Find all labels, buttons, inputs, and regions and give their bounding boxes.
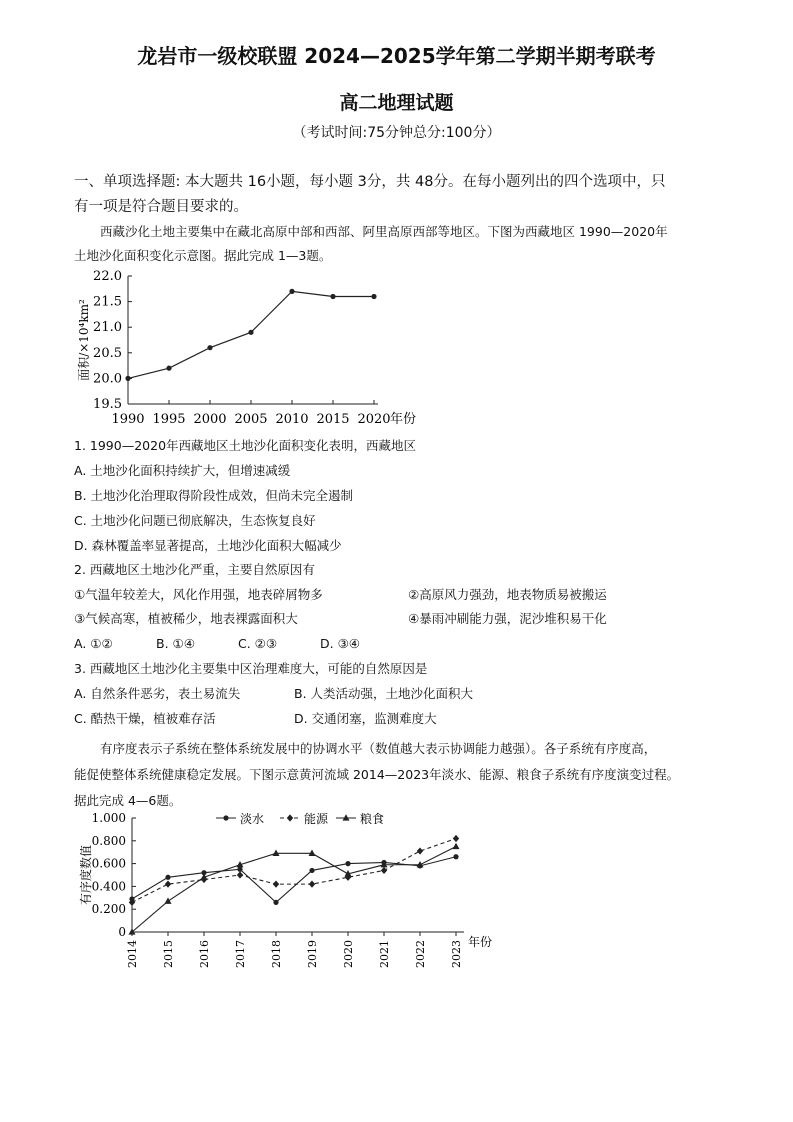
desertification-area-chart <box>74 262 454 434</box>
x-tick-label: 2018 <box>270 940 283 968</box>
section-heading-line2: 有一项是符合题目要求的。 <box>74 199 248 215</box>
question-1-option-d: D. 森林覆盖率显著提高，土地沙化面积大幅减少 <box>74 538 342 553</box>
x-tick-label: 2020 <box>342 940 355 968</box>
data-point-series-1 <box>237 867 242 872</box>
x-tick-label: 2010 <box>275 412 309 427</box>
question-2-item-3: ③气候高寒，植被稀少，地表裸露面积大 <box>74 611 298 626</box>
question-3-option-b: B. 人类活动强，土地沙化面积大 <box>294 686 474 701</box>
question-1-stem: 1. 1990—2020年西藏地区土地沙化面积变化表明，西藏地区 <box>74 438 417 453</box>
x-tick-label: 1995 <box>152 412 186 427</box>
data-point-series-3 <box>417 861 424 867</box>
x-tick-label: 2005 <box>234 412 268 427</box>
data-point-series-3 <box>309 850 316 856</box>
x-tick-label: 1990 <box>111 412 145 427</box>
legend-marker-2 <box>287 814 293 821</box>
passage-2 <box>74 736 734 814</box>
y-tick-label: 20.0 <box>93 371 122 387</box>
data-point <box>289 289 294 294</box>
y-tick-label: 0.800 <box>91 833 126 848</box>
data-point <box>166 366 171 371</box>
data-point <box>125 376 130 381</box>
data-point-series-2 <box>309 881 315 888</box>
question-1-option-b: B. 土地沙化治理取得阶段性成效，但尚未完全遏制 <box>74 488 354 503</box>
x-tick-label: 2021 <box>378 940 391 968</box>
data-point-series-3 <box>129 928 136 934</box>
x-tick-label: 2015 <box>316 412 350 427</box>
question-3-option-c: C. 酷热干燥，植被难存活 <box>74 711 216 726</box>
question-1 <box>74 435 416 557</box>
legend-label-1: 淡水 <box>240 812 265 826</box>
exam-info: （考试时间:75分钟总分:100分） <box>292 125 501 141</box>
orderliness-chart <box>74 808 504 980</box>
data-point-series-1 <box>273 900 278 905</box>
question-2-option-c: C. ②③ <box>238 636 278 651</box>
data-point <box>207 345 212 350</box>
question-2-item-2: ②高原风力强劲，地表物质易被搬运 <box>408 587 607 602</box>
data-point <box>371 294 376 299</box>
section-heading-line1: 一、单项选择题: 本大题共 16小题，每小题 3分，共 48分。在每小题列出的四个选项中，只 <box>74 174 666 190</box>
legend-label-3: 粮食 <box>360 812 385 826</box>
x-tick-label: 2000 <box>193 412 227 427</box>
x-tick-label: 2022 <box>414 940 427 968</box>
exam-title: 龙岩市一级校联盟 2024—2025学年第二学期半期考联考 <box>137 44 656 68</box>
legend-label-2: 能源 <box>304 812 329 826</box>
data-point-series-2 <box>165 881 171 888</box>
y-tick-label: 0 <box>118 925 126 939</box>
series-line-1 <box>132 857 456 903</box>
data-point <box>248 330 253 335</box>
question-2-item-1: ①气温年较差大，风化作用强，地表碎屑物多 <box>74 587 323 602</box>
x-tick-label: 2023 <box>450 940 463 968</box>
exam-subtitle: 高二地理试题 <box>339 92 454 114</box>
y-tick-label: 21.0 <box>93 320 122 336</box>
data-point <box>330 294 335 299</box>
y-tick-label: 20.5 <box>93 345 122 361</box>
legend-marker-1 <box>223 815 228 820</box>
legend-marker-3 <box>343 814 350 820</box>
x-tick-label: 2020 <box>357 412 391 427</box>
y-tick-label: 0.400 <box>91 879 126 894</box>
data-point-series-1 <box>453 854 458 859</box>
passage-1-line2: 土地沙化面积变化示意图。据此完成 1—3题。 <box>74 248 332 263</box>
x-tick-label: 2016 <box>198 940 211 968</box>
x-tick-label: 2014 <box>126 940 139 968</box>
question-3-option-a: A. 自然条件恶劣，表土易流失 <box>74 686 241 701</box>
passage-2-line1: 有序度表示子系统在整体系统发展中的协调水平（数值越大表示协调能力越强）。各子系统有序度高， <box>100 741 657 756</box>
data-point-series-2 <box>417 847 423 854</box>
data-point-series-1 <box>309 868 314 873</box>
passage-1-line1: 西藏沙化土地主要集中在藏北高原中部和西部、阿里高原西部等地区。下图为西藏地区 1990—2020年 <box>100 224 668 239</box>
data-point-series-2 <box>273 881 279 888</box>
x-axis-label: 年份 <box>468 935 493 949</box>
question-2-item-4: ④暴雨冲刷能力强，泥沙堆积易干化 <box>408 611 607 626</box>
series-line-3 <box>132 847 456 933</box>
question-2-option-d: D. ③④ <box>320 636 360 651</box>
question-1-option-a: A. 土地沙化面积持续扩大，但增速减缓 <box>74 463 291 478</box>
y-tick-label: 21.5 <box>93 294 122 310</box>
question-3-option-d: D. 交通闭塞，监测难度大 <box>294 711 437 726</box>
data-point-series-2 <box>453 835 459 842</box>
y-tick-label: 19.5 <box>93 397 122 412</box>
data-point-series-1 <box>165 875 170 880</box>
y-axis-label: 有序度数值 <box>79 844 93 906</box>
data-point-series-2 <box>381 867 387 874</box>
data-point-series-2 <box>237 871 243 878</box>
question-3-stem: 3. 西藏地区土地沙化主要集中区治理难度大，可能的自然原因是 <box>74 661 428 676</box>
y-tick-label: 0.200 <box>91 902 126 917</box>
x-tick-label: 2019 <box>306 940 319 968</box>
passage-1 <box>74 220 734 268</box>
data-point-series-3 <box>273 850 280 856</box>
passage-2-line2: 能促使整体系统健康稳定发展。下图示意黄河流域 2014—2023年淡水、能源、粮食子系统有序度演变过程。 <box>74 767 680 782</box>
data-point-series-3 <box>453 843 460 849</box>
x-tick-label: 2015 <box>162 940 175 968</box>
section-heading <box>74 170 724 220</box>
x-tick-label: 2017 <box>234 940 247 968</box>
x-axis-label: 年份 <box>390 412 417 427</box>
passage-2-line3: 据此完成 4—6题。 <box>74 793 182 808</box>
question-2-option-a: A. ①② <box>74 636 113 651</box>
question-2-stem: 2. 西藏地区土地沙化严重，主要自然原因有 <box>74 562 315 577</box>
y-tick-label: 1.000 <box>91 811 126 825</box>
question-2-option-b: B. ①④ <box>156 636 195 651</box>
y-tick-label: 22.0 <box>93 269 122 284</box>
data-point-series-3 <box>165 897 172 903</box>
question-1-option-c: C. 土地沙化问题已彻底解决，生态恢复良好 <box>74 513 316 528</box>
y-tick-label: 0.600 <box>91 856 126 871</box>
y-axis-label: 面积/×10⁴km² <box>77 299 91 381</box>
data-point-series-1 <box>345 861 350 866</box>
